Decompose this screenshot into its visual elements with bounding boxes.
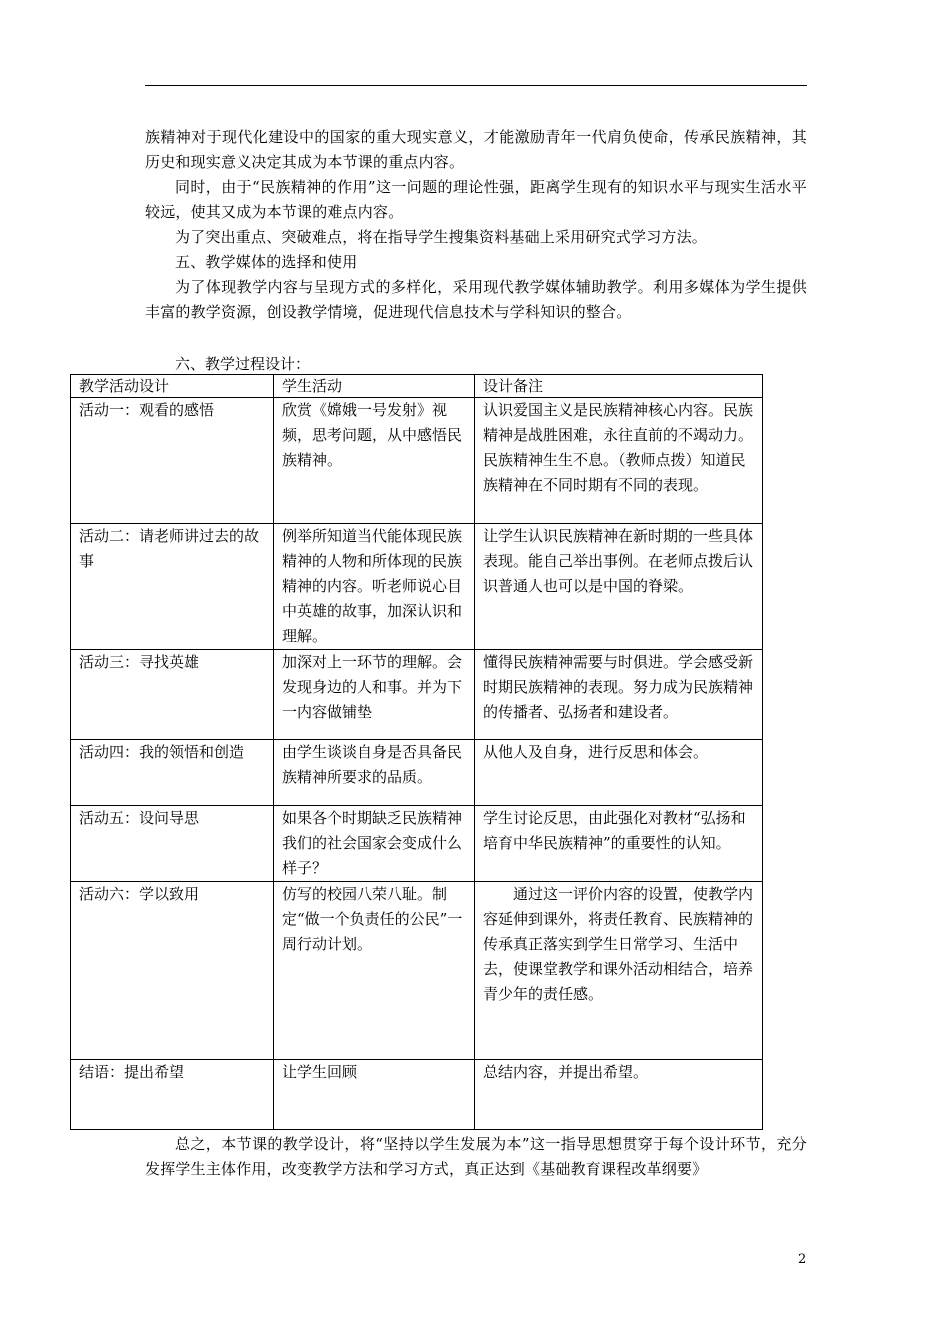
activity-cell: 活动二：请老师讲过去的故事 [71, 524, 274, 650]
activity-cell: 活动三：寻找英雄 [71, 650, 274, 740]
notes-cell: 从他人及自身，进行反思和体会。 [475, 740, 763, 806]
activity-cell: 活动六：学以致用 [71, 882, 274, 1060]
notes-cell: 总结内容，并提出希望。 [475, 1060, 763, 1130]
notes-cell: 认识爱国主义是民族精神核心内容。民族精神是战胜困难，永往直前的不竭动力。民族精神生生不息。（教师点拨）知道民族精神在不同时期有不同的表现。 [475, 398, 763, 524]
notes-cell: 懂得民族精神需要与时俱进。学会感受新时期民族精神的表现。努力成为民族精神的传播者、弘扬者和建设者。 [475, 650, 763, 740]
activity-cell: 活动四：我的领悟和创造 [71, 740, 274, 806]
student-activity-cell: 由学生谈谈自身是否具备民族精神所要求的品质。 [274, 740, 475, 806]
activity-cell: 结语：提出希望 [71, 1060, 274, 1130]
table-row [71, 524, 763, 650]
notes-cell: 学生讨论反思，由此强化对教材“弘扬和培育中华民族精神”的重要性的认知。 [475, 806, 763, 882]
student-activity-cell: 欣赏《嫦娥一号发射》视频，思考问题，从中感悟民族精神。 [274, 398, 475, 524]
header-design-notes: 设计备注 [475, 375, 763, 398]
page-number: 2 [798, 1252, 807, 1267]
activity-cell: 活动五：设问导思 [71, 806, 274, 882]
table-row [71, 806, 763, 882]
paragraph-method: 为了突出重点、突破难点，将在指导学生搜集资料基础上采用研究式学习方法。 [175, 228, 708, 246]
paragraph-difficulty: 同时，由于“民族精神的作用”这一问题的理论性强，距离学生现有的知识水平与现实生活水平较远，使其又成为本节课的难点内容。 [145, 178, 807, 221]
header-rule [145, 85, 807, 86]
table-row [71, 398, 763, 524]
paragraph-summary: 总之，本节课的教学设计，将“坚持以学生发展为本”这一指导思想贯穿于每个设计环节，充分发挥学生主体作用，改变教学方法和学习方式，真正达到《基础教育课程改革纲要》 [145, 1135, 807, 1178]
student-activity-cell: 如果各个时期缺乏民族精神我们的社会国家会变成什么样子？ [274, 806, 475, 882]
header-activity-design: 教学活动设计 [71, 375, 274, 398]
student-activity-cell: 加深对上一环节的理解。会发现身边的人和事。并为下一内容做铺垫 [274, 650, 475, 740]
notes-cell: 让学生认识民族精神在新时期的一些具体表现。能自己举出事例。在老师点拨后认识普通人也可以是中国的脊梁。 [475, 524, 763, 650]
paragraph-media: 为了体现教学内容与呈现方式的多样化，采用现代教学媒体辅助教学。利用多媒体为学生提供丰富的教学资源，创设教学情境，促进现代信息技术与学科知识的整合。 [145, 278, 807, 321]
notes-cell: 通过这一评价内容的设置，使教学内容延伸到课外，将责任教育、民族精神的传承真正落实到学生日常学习、生活中去，使课堂教学和课外活动相结合，培养青少年的责任感。 [475, 882, 763, 1060]
student-activity-cell: 仿写的校园八荣八耻。制定“做一个负责任的公民”一周行动计划。 [274, 882, 475, 1060]
header-student-activity: 学生活动 [274, 375, 475, 398]
teaching-process-table [70, 374, 763, 1130]
student-activity-cell: 让学生回顾 [274, 1060, 475, 1130]
table-row [71, 740, 763, 806]
activity-cell: 活动一：观看的感悟 [71, 398, 274, 524]
student-activity-cell: 例举所知道当代能体现民族精神的人物和所体现的民族精神的内容。听老师说心目中英雄的故事，加深认识和理解。 [274, 524, 475, 650]
table-caption: 六、教学过程设计： [175, 355, 311, 373]
section-heading-media: 五、教学媒体的选择和使用 [175, 253, 358, 271]
table-header-row [71, 375, 763, 398]
table-row [71, 882, 763, 1060]
paragraph-continuation: 族精神对于现代化建设中的国家的重大现实意义，才能激励青年一代肩负使命，传承民族精神，其历史和现实意义决定其成为本节课的重点内容。 [145, 128, 807, 171]
table-row [71, 1060, 763, 1130]
table-row [71, 650, 763, 740]
